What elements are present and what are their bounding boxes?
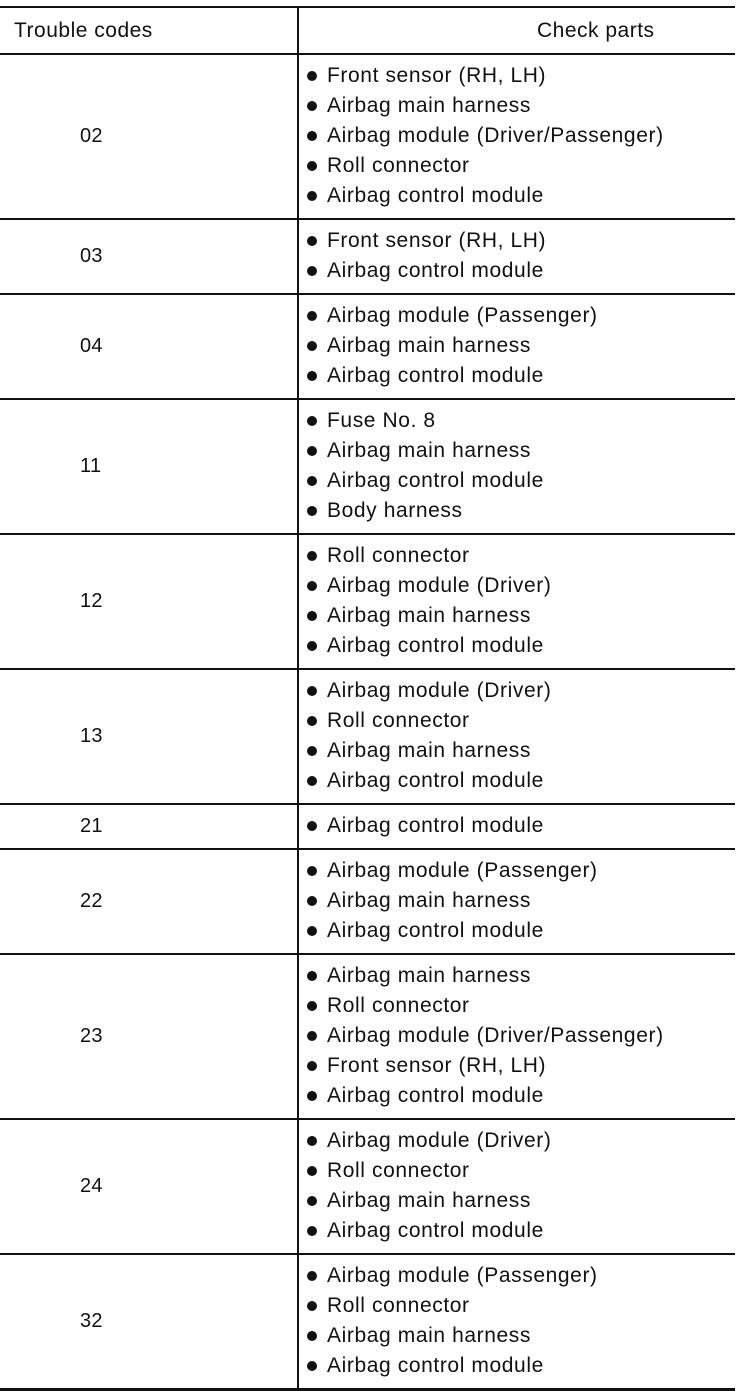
check-part-item <box>307 1261 735 1291</box>
bullet-icon <box>307 1301 317 1311</box>
check-part-item <box>307 1126 735 1156</box>
check-parts-cell <box>297 55 735 218</box>
table-row <box>0 55 735 220</box>
check-part-item <box>307 1081 735 1111</box>
table-row <box>0 1120 735 1255</box>
check-parts-cell <box>297 400 735 533</box>
trouble-code: 13 <box>80 725 103 747</box>
bullet-icon <box>307 611 317 621</box>
trouble-code-cell <box>0 535 297 668</box>
check-part-item <box>307 1291 735 1321</box>
check-part-item <box>307 916 735 946</box>
check-parts-cell <box>297 1255 735 1388</box>
trouble-code-table <box>0 6 735 1391</box>
trouble-code-cell <box>0 400 297 533</box>
check-part-item <box>307 856 735 886</box>
bullet-icon <box>307 131 317 141</box>
bullet-icon <box>307 551 317 561</box>
bullet-icon <box>307 161 317 171</box>
table-row <box>0 850 735 955</box>
trouble-code-cell <box>0 955 297 1118</box>
check-part-label: Airbag module (Driver) <box>327 679 552 702</box>
check-part-label: Roll connector <box>327 994 470 1017</box>
check-part-label: Roll connector <box>327 709 470 732</box>
table-row <box>0 1255 735 1388</box>
check-part-item <box>307 226 735 256</box>
check-part-label: Airbag control module <box>327 469 544 492</box>
check-part-item <box>307 121 735 151</box>
check-part-label: Airbag control module <box>327 769 544 792</box>
table-row <box>0 400 735 535</box>
check-part-label: Airbag control module <box>327 259 544 282</box>
check-part-label: Airbag main harness <box>327 739 531 762</box>
check-part-item <box>307 541 735 571</box>
trouble-code-cell <box>0 1255 297 1388</box>
trouble-code: 03 <box>80 245 103 267</box>
check-part-label: Airbag module (Passenger) <box>327 859 598 882</box>
check-part-label: Airbag main harness <box>327 604 531 627</box>
trouble-code: 24 <box>80 1175 103 1197</box>
check-part-item <box>307 886 735 916</box>
check-part-item <box>307 961 735 991</box>
check-part-item <box>307 91 735 121</box>
trouble-code-cell <box>0 1120 297 1253</box>
check-part-label: Airbag module (Driver/Passenger) <box>327 1024 664 1047</box>
trouble-code-cell <box>0 295 297 398</box>
check-part-item <box>307 631 735 661</box>
bullet-icon <box>307 1091 317 1101</box>
bullet-icon <box>307 746 317 756</box>
bullet-icon <box>307 926 317 936</box>
bullet-icon <box>307 266 317 276</box>
trouble-code-cell <box>0 670 297 803</box>
table-row <box>0 955 735 1120</box>
check-part-label: Airbag module (Driver) <box>327 1129 552 1152</box>
check-part-item <box>307 256 735 286</box>
bullet-icon <box>307 71 317 81</box>
check-part-label: Airbag control module <box>327 919 544 942</box>
check-parts-cell <box>297 955 735 1118</box>
bullet-icon <box>307 1331 317 1341</box>
check-parts-cell <box>297 670 735 803</box>
bullet-icon <box>307 896 317 906</box>
check-part-item <box>307 466 735 496</box>
check-parts-cell <box>297 850 735 953</box>
check-part-label: Roll connector <box>327 1294 470 1317</box>
trouble-code-cell <box>0 805 297 848</box>
check-part-label: Airbag main harness <box>327 1324 531 1347</box>
check-part-item <box>307 1021 735 1051</box>
check-parts-cell <box>297 1120 735 1253</box>
check-part-item <box>307 1216 735 1246</box>
trouble-code: 04 <box>80 335 103 357</box>
check-part-label: Airbag main harness <box>327 334 531 357</box>
check-part-item <box>307 766 735 796</box>
bullet-icon <box>307 1166 317 1176</box>
table-row <box>0 295 735 400</box>
check-part-item <box>307 151 735 181</box>
bullet-icon <box>307 1031 317 1041</box>
check-part-label: Airbag main harness <box>327 439 531 462</box>
check-part-item <box>307 811 735 841</box>
table-body <box>0 55 735 1388</box>
bullet-icon <box>307 821 317 831</box>
check-part-label: Airbag control module <box>327 364 544 387</box>
trouble-code: 22 <box>80 890 103 912</box>
table-header-row <box>0 8 735 55</box>
check-parts-cell <box>297 535 735 668</box>
check-part-item <box>307 571 735 601</box>
check-part-label: Fuse No. 8 <box>327 409 436 432</box>
bullet-icon <box>307 371 317 381</box>
check-parts-cell <box>297 805 735 848</box>
check-part-label: Airbag module (Passenger) <box>327 304 598 327</box>
check-part-label: Airbag control module <box>327 814 544 837</box>
check-part-item <box>307 496 735 526</box>
check-part-label: Front sensor (RH, LH) <box>327 229 547 252</box>
check-part-label: Airbag module (Passenger) <box>327 1264 598 1287</box>
trouble-code: 23 <box>80 1025 103 1047</box>
header-trouble-codes <box>0 8 297 53</box>
check-part-item <box>307 181 735 211</box>
bullet-icon <box>307 716 317 726</box>
bullet-icon <box>307 101 317 111</box>
bullet-icon <box>307 1061 317 1071</box>
bullet-icon <box>307 506 317 516</box>
check-part-label: Airbag main harness <box>327 94 531 117</box>
check-part-item <box>307 706 735 736</box>
check-part-label: Airbag control module <box>327 1084 544 1107</box>
check-part-label: Airbag module (Driver) <box>327 574 552 597</box>
check-part-label: Airbag module (Driver/Passenger) <box>327 124 664 147</box>
bullet-icon <box>307 191 317 201</box>
table-row <box>0 535 735 670</box>
bullet-icon <box>307 1196 317 1206</box>
check-part-item <box>307 676 735 706</box>
check-part-label: Airbag control module <box>327 1219 544 1242</box>
bullet-icon <box>307 1001 317 1011</box>
check-part-item <box>307 301 735 331</box>
check-part-item <box>307 1051 735 1081</box>
check-part-label: Airbag control module <box>327 634 544 657</box>
check-part-label: Airbag main harness <box>327 964 531 987</box>
check-part-item <box>307 1321 735 1351</box>
check-part-item <box>307 331 735 361</box>
check-part-label: Airbag control module <box>327 1354 544 1377</box>
bullet-icon <box>307 416 317 426</box>
trouble-code: 12 <box>80 590 103 612</box>
table-row <box>0 220 735 295</box>
check-parts-cell <box>297 295 735 398</box>
check-part-label: Roll connector <box>327 544 470 567</box>
bullet-icon <box>307 866 317 876</box>
check-part-label: Roll connector <box>327 1159 470 1182</box>
trouble-code-cell <box>0 850 297 953</box>
header-trouble-codes-label: Trouble codes <box>14 18 153 42</box>
check-part-label: Roll connector <box>327 154 470 177</box>
check-parts-cell <box>297 220 735 293</box>
trouble-code-cell <box>0 55 297 218</box>
bullet-icon <box>307 476 317 486</box>
bullet-icon <box>307 776 317 786</box>
check-part-label: Airbag main harness <box>327 1189 531 1212</box>
bullet-icon <box>307 971 317 981</box>
check-part-label: Front sensor (RH, LH) <box>327 1054 547 1077</box>
bullet-icon <box>307 341 317 351</box>
check-part-item <box>307 1351 735 1381</box>
bullet-icon <box>307 1226 317 1236</box>
check-part-item <box>307 406 735 436</box>
bullet-icon <box>307 641 317 651</box>
bullet-icon <box>307 1271 317 1281</box>
table-row <box>0 670 735 805</box>
check-part-item <box>307 1156 735 1186</box>
header-check-parts-label: Check parts <box>537 18 655 42</box>
bullet-icon <box>307 1136 317 1146</box>
trouble-code: 11 <box>80 455 102 477</box>
check-part-item <box>307 361 735 391</box>
check-part-label: Airbag main harness <box>327 889 531 912</box>
header-check-parts <box>297 8 735 53</box>
trouble-code: 32 <box>80 1310 103 1332</box>
trouble-code: 21 <box>80 815 103 837</box>
check-part-item <box>307 991 735 1021</box>
check-part-item <box>307 61 735 91</box>
bullet-icon <box>307 581 317 591</box>
bullet-icon <box>307 446 317 456</box>
bullet-icon <box>307 236 317 246</box>
trouble-code: 02 <box>80 125 103 147</box>
check-part-item <box>307 736 735 766</box>
check-part-item <box>307 601 735 631</box>
bullet-icon <box>307 1361 317 1371</box>
bullet-icon <box>307 311 317 321</box>
check-part-label: Front sensor (RH, LH) <box>327 64 547 87</box>
trouble-code-cell <box>0 220 297 293</box>
check-part-label: Body harness <box>327 499 463 522</box>
bullet-icon <box>307 686 317 696</box>
check-part-label: Airbag control module <box>327 184 544 207</box>
check-part-item <box>307 436 735 466</box>
table-row <box>0 805 735 850</box>
check-part-item <box>307 1186 735 1216</box>
